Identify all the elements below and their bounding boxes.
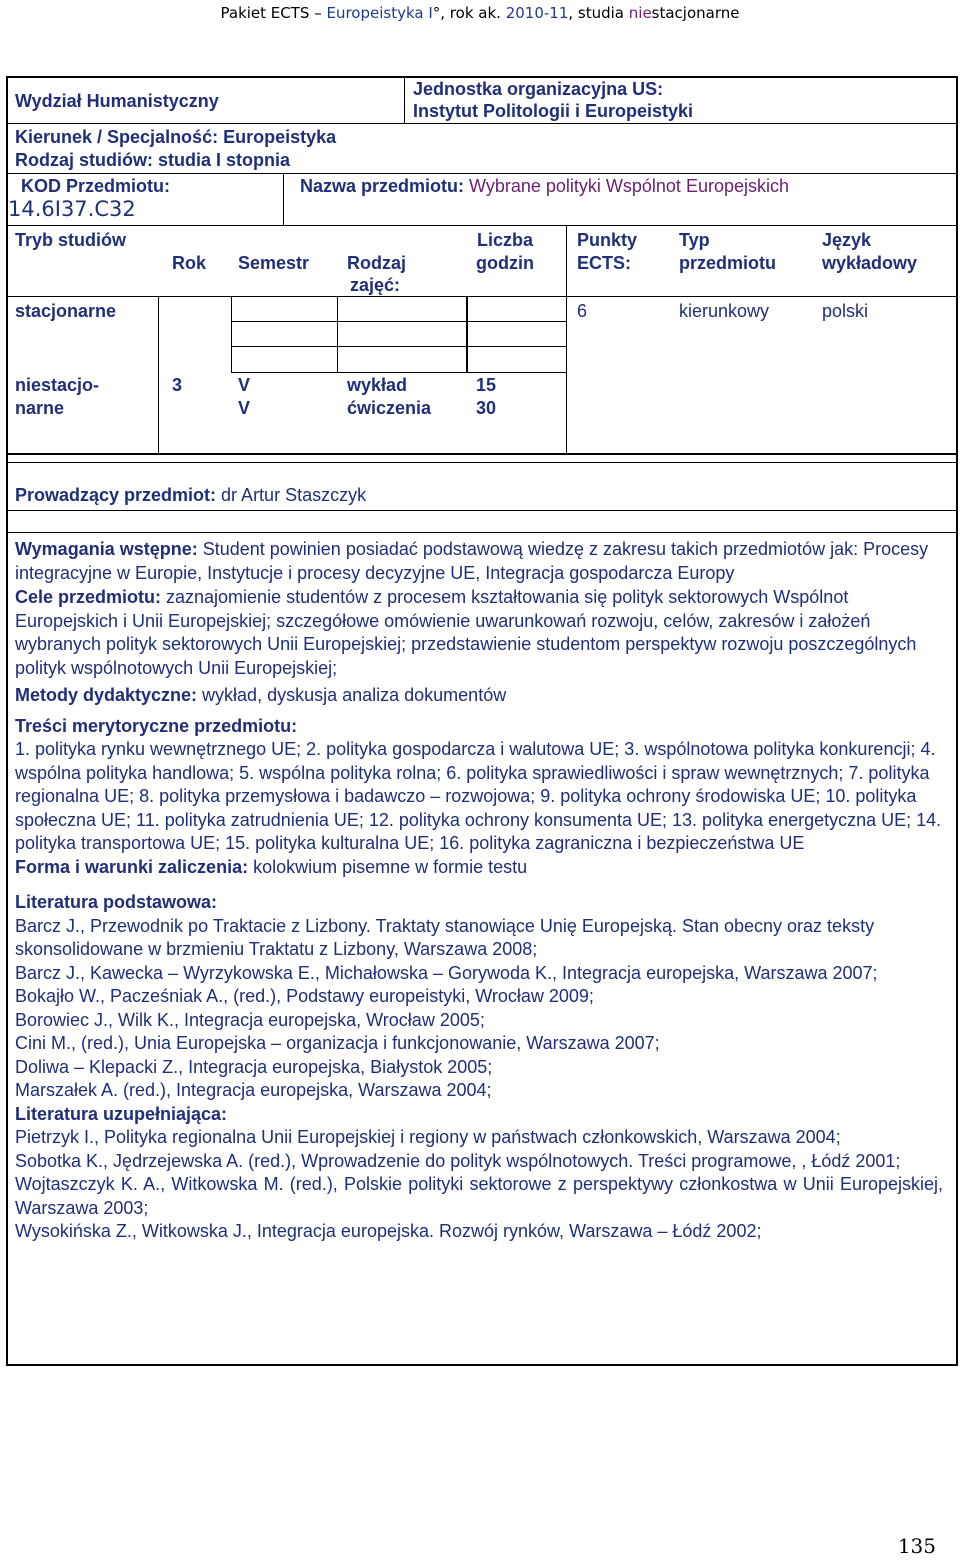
- content-label: Treści merytoryczne przedmiotu:: [15, 715, 298, 736]
- pt-year: 3: [172, 375, 183, 395]
- literature-extra-list: [15, 1126, 943, 1244]
- literature-item: Marszałek A. (red.), Integracja europejska, Warszawa 2004;: [15, 1080, 492, 1100]
- code-value: 14.6I37.C32: [8, 197, 136, 221]
- literature-basic-list: [15, 915, 943, 1103]
- col-mode: Tryb studiów: [15, 230, 127, 250]
- literature-item: Pietrzyk I., Polityka regionalna Unii Europejskiej i regiony w państwach członkowskich, Warszawa 2004;: [15, 1127, 841, 1147]
- unit-value: Instytut Politologii i Europeistyki: [413, 101, 694, 121]
- header-prefix: Pakiet ECTS –: [220, 4, 327, 22]
- header-year: 2010-11: [505, 4, 569, 22]
- name-label: Nazwa przedmiotu:: [300, 176, 470, 196]
- col-lang-2: wykładowy: [822, 253, 918, 273]
- col-type-2: przedmiotu: [679, 253, 776, 273]
- goals-label: Cele przedmiotu:: [15, 587, 167, 607]
- col-lang-1: Język: [822, 230, 872, 250]
- header-mid: °, rok ak.: [432, 4, 506, 22]
- goals: [15, 586, 943, 680]
- page-number: 135: [897, 1534, 936, 1558]
- col-hours-2: godzin: [476, 253, 534, 273]
- prerequisites-value: Student powinien posiadać podstawową wiedzę z zakresu takich przedmiotów jak: Procesy integracyjne w Europie, Instytucje i procesy decyzyjne UE, Integracja gospodarcza Europy: [15, 539, 929, 583]
- literature-item: Cini M., (red.), Unia Europejska – organizacja i funkcjonowanie, Warszawa 2007;: [15, 1033, 660, 1053]
- row-full-time: stacjonarne: [15, 301, 117, 321]
- pt-semester-1: V: [238, 375, 251, 395]
- field: Kierunek / Specjalność: Europeistyka: [15, 127, 337, 147]
- header-program: Europeistyka I: [326, 4, 433, 22]
- header-stacjonarne: stacjonarne: [651, 4, 740, 22]
- course-description: [15, 538, 943, 1244]
- methods-label: Metody dydaktyczne:: [15, 685, 203, 705]
- methods: [15, 684, 943, 708]
- pt-hours-1: 15: [476, 375, 497, 395]
- unit-label: Jednostka organizacyjna US:: [413, 79, 664, 99]
- header-nie: nie: [628, 4, 652, 22]
- literature-item: Borowiec J., Wilk K., Integracja europejska, Wrocław 2005;: [15, 1009, 485, 1030]
- faculty: Wydział Humanistyczny: [15, 91, 219, 111]
- literature-item: Wysokińska Z., Witkowska J., Integracja europejska. Rozwój rynków, Warszawa – Łódź 2002;: [15, 1221, 762, 1241]
- code-label: KOD Przedmiotu:: [21, 176, 171, 196]
- course-name: [300, 175, 789, 197]
- literature-basic-label: Literatura podstawowa:: [15, 892, 218, 912]
- prerequisites: [15, 538, 943, 585]
- page-header: [0, 4, 960, 22]
- col-year: Rok: [172, 253, 207, 273]
- methods-value: wykład, dyskusja analiza dokumentów: [202, 685, 507, 705]
- literature-item: Doliwa – Klepacki Z., Integracja europejska, Białystok 2005;: [15, 1056, 493, 1077]
- col-hours-1: Liczba: [477, 230, 534, 250]
- assessment: [15, 856, 943, 880]
- lecturer-label: Prowadzący przedmiot:: [15, 485, 222, 505]
- col-type-1: Typ: [679, 230, 710, 250]
- literature-item: Wojtaszczyk K. A., Witkowska M. (red.), Polskie polityki sektorowe z perspektywy członkostwa w Unii Europejskiej, Warszawa 2003;: [15, 1174, 943, 1218]
- literature-item: Barcz J., Kawecka – Wyrzykowska E., Michałowska – Gorywoda K., Integracja europejska, Warszawa 2007;: [15, 962, 878, 983]
- literature-extra-label: Literatura uzupełniająca:: [15, 1103, 228, 1124]
- study-type: Rodzaj studiów: studia I stopnia: [15, 150, 291, 170]
- language: polski: [822, 301, 869, 321]
- literature-item: Barcz J., Przewodnik po Traktacie z Lizbony. Traktaty stanowiące Unię Europejską. Stan obecny oraz teksty skonsolidowane w brzmieniu Traktatu z Lizbony, Warszawa 2008;: [15, 915, 875, 959]
- goals-value: zaznajomienie studentów z procesem kształtowania się polityk sektorowych Wspólnot Europejskich i Unii Europejskiej; szczegółowe omówienie uwarunkowań rozwoju, celów, zakresów i założeń wybranych polityk sektorowych Unii Europejskiej; przedstawienie studentom perspektyw rozwoju poszczególnych polityk wspólnotowych Unii Europejskiej;: [15, 587, 917, 678]
- header-studia: , studia: [568, 4, 629, 22]
- literature-item: Bokajło W., Pacześniak A., (red.), Podstawy europeistyki, Wrocław 2009;: [15, 986, 594, 1006]
- row-part-time-1: niestacjo-: [15, 375, 100, 395]
- assessment-value: kolokwium pisemne w formie testu: [253, 856, 528, 877]
- assessment-label: Forma i warunki zaliczenia:: [15, 856, 254, 877]
- course-type: kierunkowy: [679, 301, 770, 321]
- col-semester: Semestr: [238, 253, 310, 273]
- pt-kind-2: ćwiczenia: [347, 398, 432, 418]
- prerequisites-label: Wymagania wstępne:: [15, 539, 203, 559]
- col-ects-1: Punkty: [577, 230, 638, 250]
- name-value: Wybrane polityki Wspólnot Europejskich: [469, 176, 789, 196]
- row-part-time-2: narne: [15, 398, 65, 418]
- col-kind-2: zajęć:: [350, 275, 401, 295]
- ects-value: 6: [577, 301, 588, 321]
- lecturer: [15, 484, 366, 506]
- lecturer-value: dr Artur Staszczyk: [221, 485, 367, 505]
- literature-item: Sobotka K., Jędrzejewska A. (red.), Wprowadzenie do polityk wspólnotowych. Treści programowe, , Łódź 2001;: [15, 1150, 901, 1171]
- pt-hours-2: 30: [476, 398, 497, 418]
- pt-semester-2: V: [238, 398, 251, 418]
- content-value: 1. polityka rynku wewnętrznego UE; 2. polityka gospodarcza i walutowa UE; 3. wspólnotowa polityka konkurencji; 4. wspólna polityka handlowa; 5. wspólna polityka rolna; 6. polityka sprawiedliwości i spraw wewnętrznych; 7. polityka regionalna UE; 8. polityka przemysłowa i badawczo – rozwojowa; 9. polityka ochrony środowiska UE; 10. polityka społeczna UE; 11. polityka zatrudnienia UE; 12. polityka ochrony konsumenta UE; 13. polityka energetyczna UE; 14. polityka transportowa UE; 15. polityka kulturalna UE; 16. polityka zagraniczna i bezpieczeństwa UE: [15, 739, 942, 853]
- pt-kind-1: wykład: [347, 375, 408, 395]
- col-ects-2: ECTS:: [577, 253, 631, 273]
- col-kind-1: Rodzaj: [347, 253, 407, 273]
